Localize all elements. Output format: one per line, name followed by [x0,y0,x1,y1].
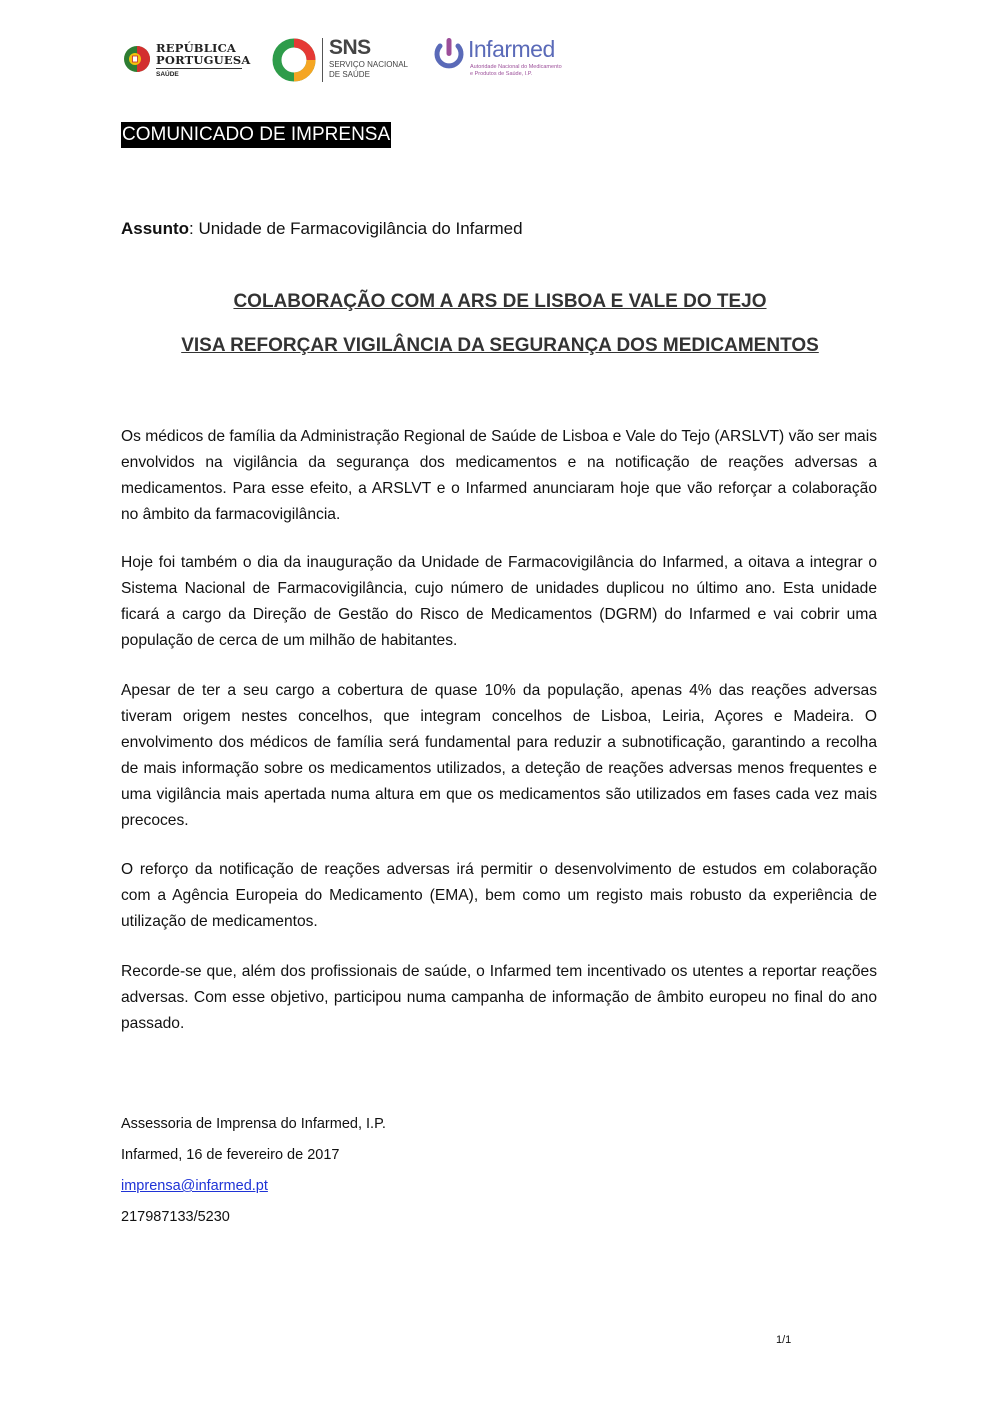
paragraph-text: O reforço da notificação de reações adversas irá permitir o desenvolvimento de estudos em colaboração com a Agência Europeia do Medicamento (EMA), bem como um registo mais robusto da experiência de utilização de medicamentos. [121,861,877,930]
headline-line2: VISA REFORÇAR VIGILÂNCIA DA SEGURANÇA DOS MEDICAMENTOS [181,335,819,356]
page-number: 1/1 [776,1334,792,1346]
infarmed-sub-line1: Autoridade Nacional do Medicamento [470,64,562,70]
infarmed-mark-icon [432,36,466,70]
paragraph-text: Recorde-se que, além dos profissionais de saúde, o Infarmed tem incentivado os utentes a reportar reações adversas. Com esse objetivo, participou numa campanha de informação de âmbito europeu no final do ano passado. [121,963,877,1032]
sns-sub-line2: DE SAÚDE [329,70,370,79]
subject-line [121,217,523,241]
contact-email-link[interactable]: imprensa@infarmed.pt [121,1178,268,1194]
republica-line1: REPÚBLICA [156,41,237,55]
body-paragraph [121,550,877,654]
infarmed-sub-line2: e Produtos de Saúde, I.P. [470,71,533,77]
headline-line1: COLABORAÇÃO COM A ARS DE LISBOA E VALE DO TEJO [233,291,767,312]
republica-rule [156,68,242,69]
infarmed-subtitle [470,64,570,78]
sns-logo [272,36,408,86]
contact-place-date: Infarmed, 16 de fevereiro de 2017 [121,1147,340,1163]
body-paragraph [121,857,877,935]
sns-sub-line1: SERVIÇO NACIONAL [329,60,408,69]
press-release-label: COMUNICADO DE IMPRENSA [121,122,391,148]
sns-title: SNS [329,36,371,59]
portugal-emblem-icon [122,44,152,74]
republica-sub: SAÚDE [156,71,179,78]
subject-text: : Unidade de Farmacovigilância do Infarmed [189,219,523,238]
infarmed-title: Infarmed [468,36,555,62]
sns-ring-icon [272,38,316,82]
republica-line2: PORTUGUESA [156,53,251,67]
subject-label: Assunto [121,219,189,238]
sns-divider [322,38,323,82]
paragraph-text: Hoje foi também o dia da inauguração da Unidade de Farmacovigilância do Infarmed, a oitava a integrar o Sistema Nacional de Farmacovigilância, cujo número de unidades duplicou no último ano. Esta unidade ficará a cargo da Direção de Gestão do Risco de Medicamentos (DGRM) do Infarmed e vai cobrir uma população de cerca de um milhão de habitantes. [121,554,877,649]
paragraph-text: Os médicos de família da Administração Regional de Saúde de Lisboa e Vale do Tejo (ARSLVT) vão ser mais envolvidos na vigilância da segurança dos medicamentos e na notificação de reações adversas a medicamentos. Para esse efeito, a ARSLVT e o Infarmed anunciaram hoje que vão reforçar a colaboração no âmbito da farmacovigilância. [121,428,877,523]
infarmed-logo [432,34,572,84]
body-paragraph [121,959,877,1037]
republica-portuguesa-logo [122,40,251,84]
paragraph-text: Apesar de ter a seu cargo a cobertura de quase 10% da população, apenas 4% das reações adversas tiveram origem nestes concelhos, que integram concelhos de Lisboa, Leiria, Açores e Madeira. O envolvimento dos médicos de família será fundamental para reduzir a subnotificação, garantindo a recolha de mais informação sobre os medicamentos utilizados, a deteção de reações adversas menos frequentes e uma vigilância mais apertada numa altura em que os medicamentos são utilizados em fases cada vez mais precoces. [121,682,877,829]
body-paragraph [121,678,877,834]
contact-office: Assessoria de Imprensa do Infarmed, I.P. [121,1116,386,1132]
sns-subtitle [329,60,409,80]
body-paragraph [121,424,877,528]
contact-phone: 217987133/5230 [121,1209,230,1225]
